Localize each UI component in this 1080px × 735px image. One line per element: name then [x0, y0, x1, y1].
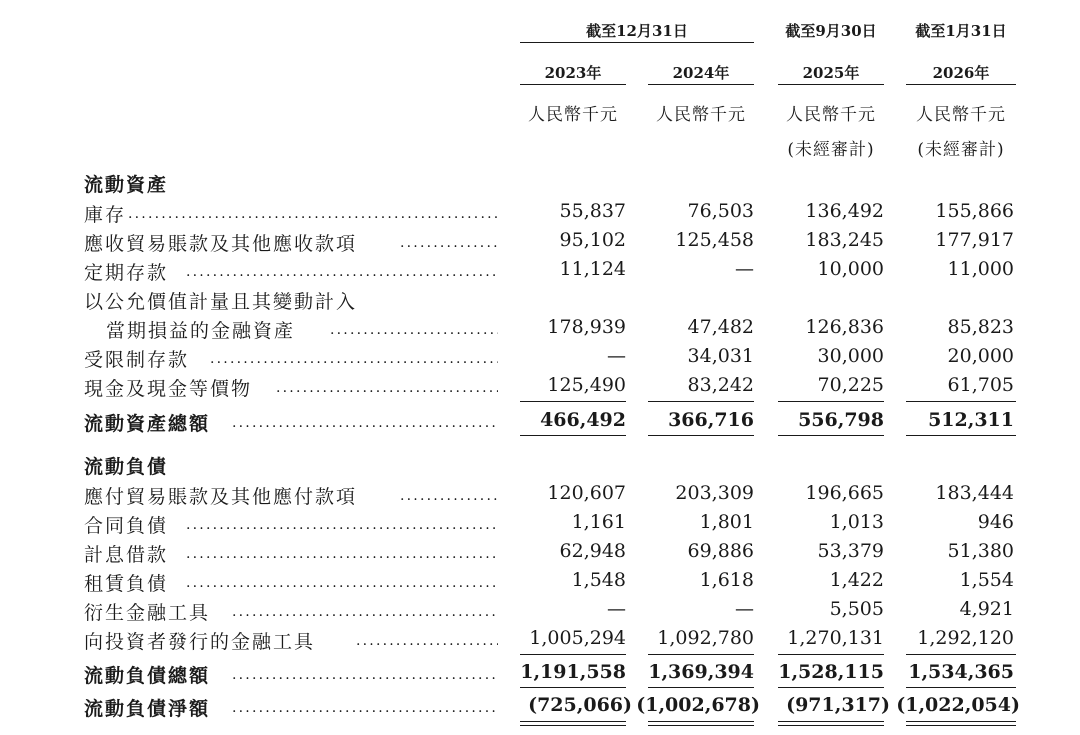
row-label-total: 流動負債總額	[84, 665, 211, 687]
cell-2025: 30,000	[817, 345, 884, 367]
cell-2024: —	[735, 598, 754, 620]
header-year-2023: 2023年	[544, 64, 602, 82]
cell-2025: 5,505	[829, 598, 884, 620]
leader-dots	[232, 700, 498, 716]
header-unit: 人民幣千元	[786, 105, 876, 125]
header-year-rule	[520, 84, 626, 85]
total-rule	[906, 435, 1016, 436]
cell-2023: —	[607, 345, 626, 367]
subtotal-rule	[778, 401, 884, 402]
cell-2023: 1,548	[571, 569, 626, 591]
double-rule	[906, 725, 1016, 726]
leader-dots	[128, 206, 498, 222]
cell-2025: 1,422	[829, 569, 884, 591]
cell-2023: (725,066)	[528, 694, 632, 716]
cell-2026: (1,022,054)	[896, 694, 1020, 716]
cell-2025: 126,836	[805, 316, 884, 338]
header-unaudited: (未經審計)	[787, 140, 875, 160]
row-label: 租賃負債	[84, 573, 169, 595]
leader-dots	[186, 517, 498, 533]
row-label: 合同負債	[84, 515, 169, 537]
cell-2026: 512,311	[928, 409, 1014, 431]
subtotal-rule	[648, 401, 754, 402]
total-rule	[520, 435, 626, 436]
total-rule	[520, 687, 626, 688]
cell-2026: 51,380	[947, 540, 1014, 562]
section-title-current-assets: 流動資產	[84, 174, 169, 196]
cell-2024: 366,716	[668, 409, 754, 431]
cell-2023: 125,490	[547, 374, 626, 396]
total-rule	[648, 435, 754, 436]
cell-2026: 11,000	[947, 258, 1014, 280]
header-unaudited: (未經審計)	[917, 140, 1005, 160]
cell-2025: 136,492	[805, 200, 884, 222]
cell-2024: 34,031	[687, 345, 754, 367]
cell-2024: 76,503	[687, 200, 754, 222]
double-rule	[648, 725, 754, 726]
section-title-current-liabilities: 流動負債	[84, 456, 169, 478]
cell-2026: 183,444	[935, 482, 1014, 504]
cell-2025: 1,270,131	[787, 627, 884, 649]
total-rule	[648, 687, 754, 688]
cell-2024: 69,886	[687, 540, 754, 562]
cell-2026: 4,921	[959, 598, 1014, 620]
row-label-net: 流動負債淨額	[84, 698, 211, 720]
row-label: 計息借款	[84, 544, 169, 566]
subtotal-rule	[520, 401, 626, 402]
leader-dots	[186, 264, 498, 280]
double-rule	[906, 721, 1016, 722]
subtotal-rule	[906, 401, 1016, 402]
row-label-total: 流動資產總額	[84, 413, 211, 435]
cell-2026: 946	[977, 511, 1014, 533]
cell-2024: 1,369,394	[648, 661, 754, 683]
cell-2026: 1,292,120	[917, 627, 1014, 649]
cell-2026: 1,554	[959, 569, 1014, 591]
cell-2025: 1,528,115	[778, 661, 884, 683]
leader-dots	[232, 604, 498, 620]
double-rule	[520, 721, 626, 722]
cell-2026: 20,000	[947, 345, 1014, 367]
subtotal-rule	[906, 654, 1016, 655]
row-label: 衍生金融工具	[84, 602, 211, 624]
header-unit: 人民幣千元	[656, 105, 746, 125]
double-rule	[648, 721, 754, 722]
cell-2025: 1,013	[829, 511, 884, 533]
cell-2025: 196,665	[805, 482, 884, 504]
cell-2026: 155,866	[935, 200, 1014, 222]
leader-dots	[232, 667, 498, 683]
row-label-continued: 當期損益的金融資產	[106, 320, 296, 342]
cell-2024: 125,458	[675, 229, 754, 251]
double-rule	[520, 725, 626, 726]
cell-2024: 1,092,780	[657, 627, 754, 649]
leader-dots	[276, 380, 498, 396]
cell-2025: (971,317)	[786, 694, 890, 716]
cell-2024: —	[735, 258, 754, 280]
cell-2025: 70,225	[817, 374, 884, 396]
header-year-rule	[648, 84, 754, 85]
subtotal-rule	[648, 654, 754, 655]
header-year-rule	[778, 84, 884, 85]
total-rule	[906, 687, 1016, 688]
row-label: 庫存	[84, 204, 127, 226]
cell-2026: 85,823	[947, 316, 1014, 338]
row-label: 向投資者發行的金融工具	[84, 631, 316, 653]
cell-2025: 53,379	[817, 540, 884, 562]
cell-2023: 178,939	[547, 316, 626, 338]
cell-2023: 1,191,558	[520, 661, 626, 683]
cell-2024: 1,618	[699, 569, 754, 591]
leader-dots	[330, 322, 498, 338]
cell-2023: 120,607	[547, 482, 626, 504]
row-label: 應收貿易賬款及其他應收款項	[84, 233, 358, 255]
header-year-2024: 2024年	[672, 64, 730, 82]
cell-2024: 203,309	[675, 482, 754, 504]
header-year-2026: 2026年	[932, 64, 990, 82]
cell-2023: 55,837	[559, 200, 626, 222]
cell-2023: 1,161	[571, 511, 626, 533]
subtotal-rule	[520, 654, 626, 655]
cell-2023: —	[607, 598, 626, 620]
leader-dots	[210, 351, 498, 367]
cell-2025: 556,798	[798, 409, 884, 431]
total-rule	[778, 687, 884, 688]
header-unit: 人民幣千元	[528, 105, 618, 125]
row-label: 定期存款	[84, 262, 169, 284]
cell-2024: 47,482	[687, 316, 754, 338]
leader-dots	[400, 488, 498, 504]
cell-2025: 10,000	[817, 258, 884, 280]
total-rule	[778, 435, 884, 436]
cell-2023: 62,948	[559, 540, 626, 562]
double-rule	[778, 721, 884, 722]
leader-dots	[232, 415, 498, 431]
row-label: 現金及現金等價物	[84, 378, 253, 400]
leader-dots	[400, 235, 498, 251]
cell-2024: 1,801	[699, 511, 754, 533]
cell-2025: 183,245	[805, 229, 884, 251]
leader-dots	[356, 633, 498, 649]
cell-2023: 11,124	[559, 258, 626, 280]
cell-2026: 177,917	[935, 229, 1014, 251]
cell-2024: (1,002,678)	[636, 694, 760, 716]
header-jan31: 截至1月31日	[915, 22, 1007, 40]
leader-dots	[186, 575, 498, 591]
leader-dots	[186, 546, 498, 562]
row-label: 應付貿易賬款及其他應付款項	[84, 486, 358, 508]
cell-2024: 83,242	[687, 374, 754, 396]
subtotal-rule	[778, 654, 884, 655]
double-rule	[778, 725, 884, 726]
header-sep30: 截至9月30日	[785, 22, 877, 40]
row-label: 受限制存款	[84, 349, 190, 371]
cell-2023: 466,492	[540, 409, 626, 431]
cell-2023: 95,102	[559, 229, 626, 251]
header-year-2025: 2025年	[802, 64, 860, 82]
cell-2026: 61,705	[947, 374, 1014, 396]
header-group-rule	[520, 42, 754, 43]
row-label: 以公允價值計量且其變動計入	[84, 291, 358, 313]
header-group-dec31: 截至12月31日	[586, 22, 688, 40]
header-unit: 人民幣千元	[916, 105, 1006, 125]
header-year-rule	[906, 84, 1016, 85]
cell-2026: 1,534,365	[908, 661, 1014, 683]
cell-2023: 1,005,294	[529, 627, 626, 649]
